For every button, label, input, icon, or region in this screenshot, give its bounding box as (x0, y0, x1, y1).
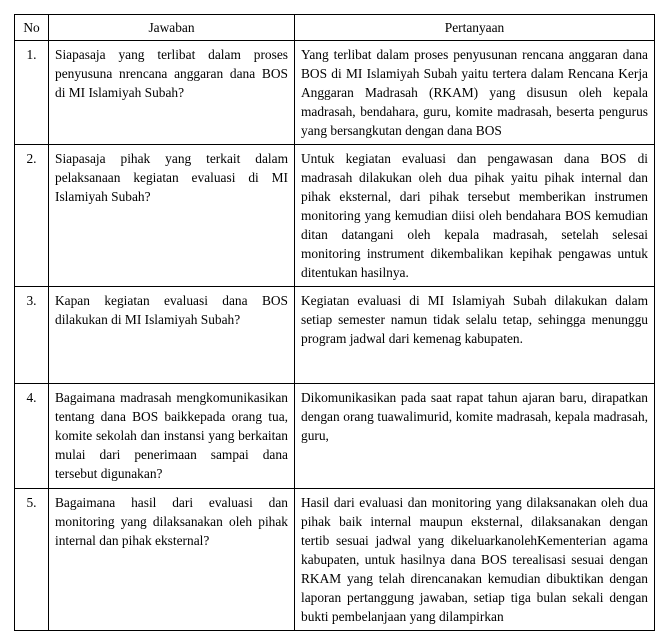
answer-cell: Dikomunikasikan pada saat rapat tahun ajaran baru, dirapatkan dengan orang tuawalimurid, komite madrasah, kepala madrasah, guru, (295, 384, 655, 489)
table-row (15, 145, 655, 287)
header-row (15, 15, 655, 41)
question-cell: Bagaimana madrasah mengkomunikasikan tentang dana BOS baikkepada orang tua, komite sekolah dan instansi yang berkaitan mulai dari penerimaan sampai dana tersebut digunakan? (49, 384, 295, 489)
question-cell: Bagaimana hasil dari evaluasi dan monitoring yang dilaksanakan oleh pihak internal dan pihak eksternal? (49, 489, 295, 631)
table-row (15, 384, 655, 489)
table-row (15, 41, 655, 145)
header-no: No (15, 15, 49, 41)
question-cell: Siapasaja yang terlibat dalam proses penyusuna nrencana anggaran dana BOS di MI Islamiyah Subah? (49, 41, 295, 145)
row-number: 3. (15, 287, 49, 384)
answer-cell: Yang terlibat dalam proses penyusunan rencana anggaran dana BOS di MI Islamiyah Subah yaitu tertera dalam Rencana Kerja Anggaran Madrasah (RKAM) yang disusun oleh kepala madrasah, bendahara, guru, komite madrasah, beserta pengurus yang bersangkutan dengan dana BOS (295, 41, 655, 145)
row-number: 5. (15, 489, 49, 631)
table-row (15, 489, 655, 631)
row-number: 2. (15, 145, 49, 287)
header-pertanyaan: Pertanyaan (295, 15, 655, 41)
question-cell: Siapasaja pihak yang terkait dalam pelaksanaan kegiatan evaluasi di MI Islamiyah Subah? (49, 145, 295, 287)
table-row (15, 287, 655, 384)
header-jawaban: Jawaban (49, 15, 295, 41)
qa-table (14, 14, 655, 631)
question-cell: Kapan kegiatan evaluasi dana BOS dilakukan di MI Islamiyah Subah? (49, 287, 295, 384)
answer-cell: Kegiatan evaluasi di MI Islamiyah Subah dilakukan dalam setiap semester namun tidak selalu tetap, sehingga menunggu program jadwal dari kemenag kabupaten. (295, 287, 655, 384)
row-number: 1. (15, 41, 49, 145)
answer-cell: Hasil dari evaluasi dan monitoring yang dilaksanakan oleh dua pihak baik internal maupun eksternal, dilaksanakan dengan tertib sesuai jadwal yang dikeluarkanolehKementerian agama kabupaten, untuk hasilnya dana BOS terealisasi sesuai dengan RKAM yang telah direncanakan kemudian dibuktikan dengan laporan pertanggung jawaban, setiap tiga bulan sekali dengan bukti pembelanjaan yang dilampirkan (295, 489, 655, 631)
answer-cell: Untuk kegiatan evaluasi dan pengawasan dana BOS di madrasah dilakukan oleh dua pihak yaitu pihak internal dan pihak eksternal, dari pihak tersebut memberikan instrumen monitoring yang kemudian diisi oleh bendahara BOS kemudian ditan datangani oleh kepala madrasah, setelah selesai monitoring instrument dikembalikan kepihak pengawas untuk ditentukan hasilnya. (295, 145, 655, 287)
row-number: 4. (15, 384, 49, 489)
